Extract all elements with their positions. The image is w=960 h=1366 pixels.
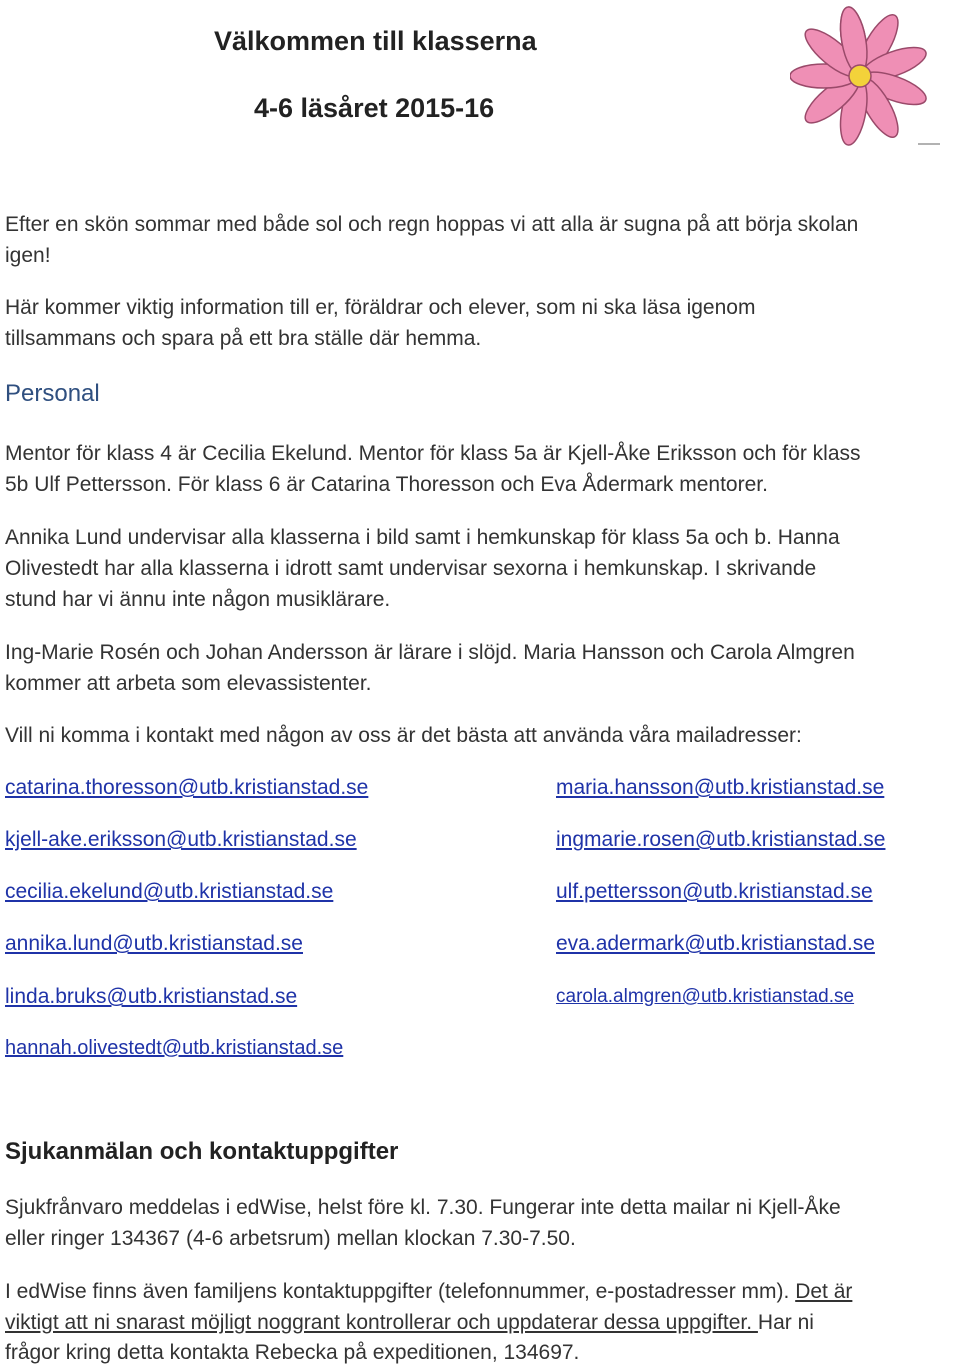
sick-line-1: Sjukfrånvaro meddelas i edWise, helst före kl. 7.30. Fungerar inte detta mailar ni Kjell-Åke <box>5 1196 841 1219</box>
slojd-line-1: Ing-Marie Rosén och Johan Andersson är lärare i slöjd. Maria Hansson och Carola Almgren <box>5 641 855 664</box>
email-link-ulf[interactable]: ulf.pettersson@utb.kristianstad.se <box>556 880 873 903</box>
contact-info-line-2 <box>5 1311 814 1335</box>
email-link-kjell-ake[interactable]: kjell-ake.eriksson@utb.kristianstad.se <box>5 828 357 851</box>
contact-info-line-1 <box>5 1280 852 1304</box>
email-link-eva[interactable]: eva.adermark@utb.kristianstad.se <box>556 932 875 955</box>
email-link-ingmarie[interactable]: ingmarie.rosen@utb.kristianstad.se <box>556 828 886 851</box>
mentor-line-2: 5b Ulf Pettersson. För klass 6 är Catarina Thoresson och Eva Ådermark mentorer. <box>5 473 768 496</box>
flower-center <box>849 65 871 87</box>
mentor-line-1: Mentor för klass 4 är Cecilia Ekelund. Mentor för klass 5a är Kjell-Åke Eriksson och för klass <box>5 442 861 465</box>
email-link-annika[interactable]: annika.lund@utb.kristianstad.se <box>5 932 303 955</box>
pink-daisy-flower-icon <box>790 4 940 150</box>
sick-report-heading: Sjukanmälan och kontaktuppgifter <box>5 1138 399 1165</box>
contact-info-emphasis: Det är <box>795 1280 853 1303</box>
teachers-line-2: Olivestedt har alla klasserna i idrott samt undervisar sexorna i hemkunskap. I skrivande <box>5 557 817 580</box>
email-link-cecilia[interactable]: cecilia.ekelund@utb.kristianstad.se <box>5 880 334 903</box>
contact-info-emphasis-cont: viktigt att ni snarast möjligt noggrant kontrollerar och uppdaterar dessa uppgifter. <box>5 1311 758 1334</box>
teachers-line-3: stund har vi ännu inte någon musiklärare. <box>5 588 391 611</box>
email-link-linda[interactable]: linda.bruks@utb.kristianstad.se <box>5 985 298 1008</box>
intro-line-1: Efter en skön sommar med både sol och regn hoppas vi att alla är sugna på att börja skolan <box>5 213 859 236</box>
page-title: Välkommen till klasserna <box>214 26 537 56</box>
page-subtitle: 4-6 läsåret 2015-16 <box>254 93 495 123</box>
slojd-line-2: kommer att arbeta som elevassistenter. <box>5 672 372 695</box>
personal-heading: Personal <box>5 380 100 407</box>
intro-line-4: tillsammans och spara på ett bra ställe där hemma. <box>5 327 482 350</box>
sick-line-2: eller ringer 134367 (4-6 arbetsrum) mellan klockan 7.30-7.50. <box>5 1227 576 1250</box>
email-link-catarina[interactable]: catarina.thoresson@utb.kristianstad.se <box>5 776 369 799</box>
contact-info-text: I edWise finns även familjens kontaktuppgifter (telefonnummer, e-postadresser mm). <box>5 1280 796 1303</box>
contact-info-line-3: frågor kring detta kontakta Rebecka på expeditionen, 134697. <box>5 1341 580 1364</box>
contact-info-text-cont: Har ni <box>757 1311 814 1334</box>
intro-line-2: igen! <box>5 244 51 267</box>
email-link-hannah[interactable]: hannah.olivestedt@utb.kristianstad.se <box>5 1037 344 1059</box>
email-link-maria[interactable]: maria.hansson@utb.kristianstad.se <box>556 776 885 799</box>
teachers-line-1: Annika Lund undervisar alla klasserna i bild samt i hemkunskap för klass 5a och b. Hanna <box>5 526 840 549</box>
email-link-carola[interactable]: carola.almgren@utb.kristianstad.se <box>556 986 855 1007</box>
intro-line-3: Här kommer viktig information till er, föräldrar och elever, som ni ska läsa igenom <box>5 296 756 319</box>
contact-intro: Vill ni komma i kontakt med någon av oss är det bästa att använda våra mailadresser: <box>5 724 802 747</box>
